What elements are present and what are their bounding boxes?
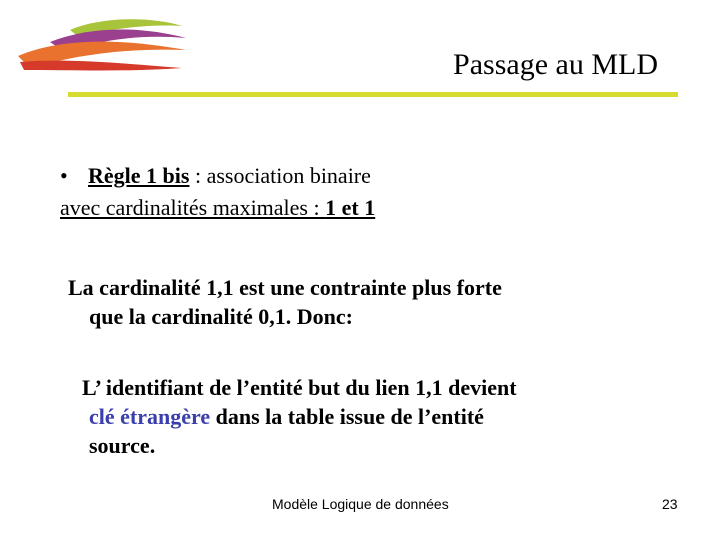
paragraph-constraint-line1: La cardinalité 1,1 est une contrainte plus forte [68,275,502,300]
bullet-marker: • [60,163,68,188]
paragraph-constraint-line2: que la cardinalité 0,1. Donc: [89,304,353,329]
paragraph-fk-line1: L’ identifiant de l’entité but du lien 1,1 devient [82,375,517,400]
paragraph-fk-line2: dans la table issue de l’entité [210,404,484,429]
footer-text: Modèle Logique de données [272,496,449,512]
title-divider [68,92,678,97]
rule-text-1: : association binaire [189,163,371,188]
rule-text-2: avec cardinalités maximales : [60,195,326,220]
slide-title: Passage au MLD [453,48,658,81]
foreign-key-highlight: clé étrangère [89,404,211,429]
paragraph-constraint [68,273,502,331]
rule-label: Règle 1 bis [88,163,190,188]
rule-cardinality: 1 et 1 [325,195,376,220]
paragraph-fk-line3: source. [89,433,156,458]
bullet-rule [60,160,375,224]
page-number: 23 [662,496,678,512]
paragraph-foreign-key [82,373,517,460]
swoosh-logo-icon [10,12,190,82]
